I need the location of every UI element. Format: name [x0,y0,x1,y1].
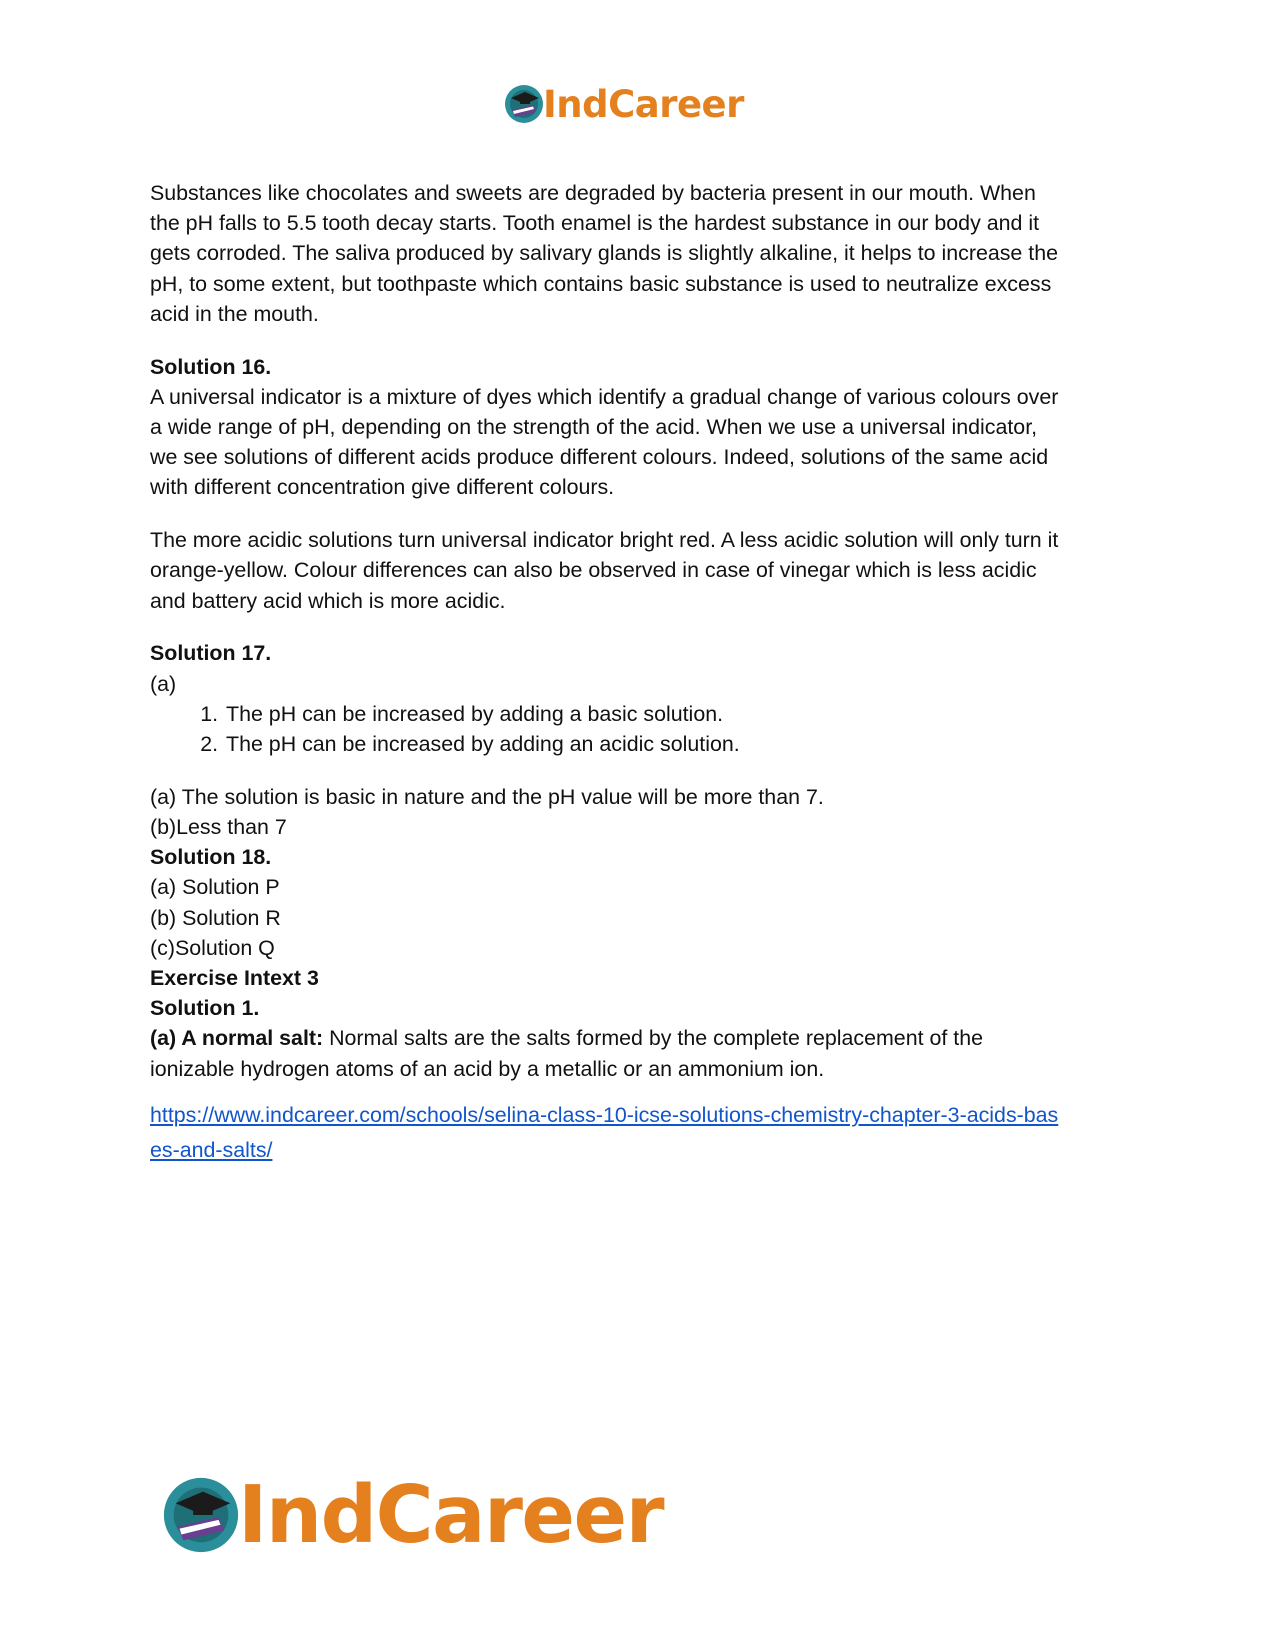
text-line: Substances like chocolates and sweets are degraded by bacteria present in our mouth. When [150,181,1036,205]
list-item: 2. The pH can be increased by adding an acidic solution. [224,729,1125,759]
solution-18-answer-b: (b) Solution R [150,905,281,930]
solution-18-answer-a: (a) Solution P [150,875,280,900]
intro-paragraph [150,178,1125,329]
text-line: and battery acid which is more acidic. [150,588,506,613]
text-line: orange-yellow. Colour differences can also be observed in case of vinegar which is less acidic [150,558,1037,583]
text-line: acid in the mouth. [150,301,319,326]
text-line: the pH falls to 5.5 tooth decay starts. Tooth enamel is the hardest substance in our body and it [150,211,1040,236]
solution-17-list [150,699,1125,759]
logo-wordmark: IndCareer [238,1469,664,1561]
text-line: The more acidic solutions turn universal indicator bright red. A less acidic solution will only turn it [150,528,1059,553]
solution-16-paragraph-2 [150,525,1125,616]
normal-salt-term: (a) A normal salt: [150,1026,324,1051]
solution-18-answer-c: (c)Solution Q [150,935,275,960]
link-line[interactable]: es-and-salts/ [150,1137,273,1162]
solution-17-heading: Solution 17. [150,641,272,666]
normal-salt-definition: Normal salts are the salts formed by the complete replacement of the [323,1026,983,1051]
solution-16-paragraph-1 [150,382,1125,503]
list-item: 1. The pH can be increased by adding a basic solution. [224,699,1125,729]
text-line: a wide range of pH, depending on the strength of the acid. When we use a universal indicator, [150,415,1038,440]
document-body [150,178,1125,1168]
indcareer-logo-footer [160,1470,663,1560]
exercise-heading: Exercise Intext 3 [150,966,319,991]
text-line: gets corroded. The saliva produced by salivary glands is slightly alkaline, it helps to increase the [150,241,1059,266]
text-line: we see solutions of different acids produce different colours. Indeed, solutions of the same acid [150,445,1049,470]
indcareer-logo-header [503,80,744,128]
text-line: with different concentration give different colours. [150,475,615,500]
text-line [150,1023,1125,1053]
text-line: ionizable hydrogen atoms of an acid by a metallic or an ammonium ion. [150,1056,825,1081]
solution-1-paragraph [150,1023,1125,1083]
logo-wordmark: IndCareer [543,82,744,126]
solution-17-part-a-label: (a) [150,671,177,696]
solution-18-heading: Solution 18. [150,845,272,870]
graduation-cap-book-icon [503,83,545,125]
graduation-cap-book-icon [160,1474,242,1556]
source-url-link[interactable] [150,1098,1125,1168]
link-line[interactable]: https://www.indcareer.com/schools/selina-class-10-icse-solutions-chemistry-chapter-3-acids-bas [150,1102,1059,1127]
solution-17-answer-b: (b)Less than 7 [150,815,287,840]
solution-16-heading: Solution 16. [150,354,272,379]
text-line: pH, to some extent, but toothpaste which contains basic substance is used to neutralize excess [150,271,1052,296]
solution-1-heading: Solution 1. [150,996,260,1021]
text-line: A universal indicator is a mixture of dyes which identify a gradual change of various colours over [150,384,1059,409]
solution-17-answer-a: (a) The solution is basic in nature and the pH value will be more than 7. [150,784,824,809]
